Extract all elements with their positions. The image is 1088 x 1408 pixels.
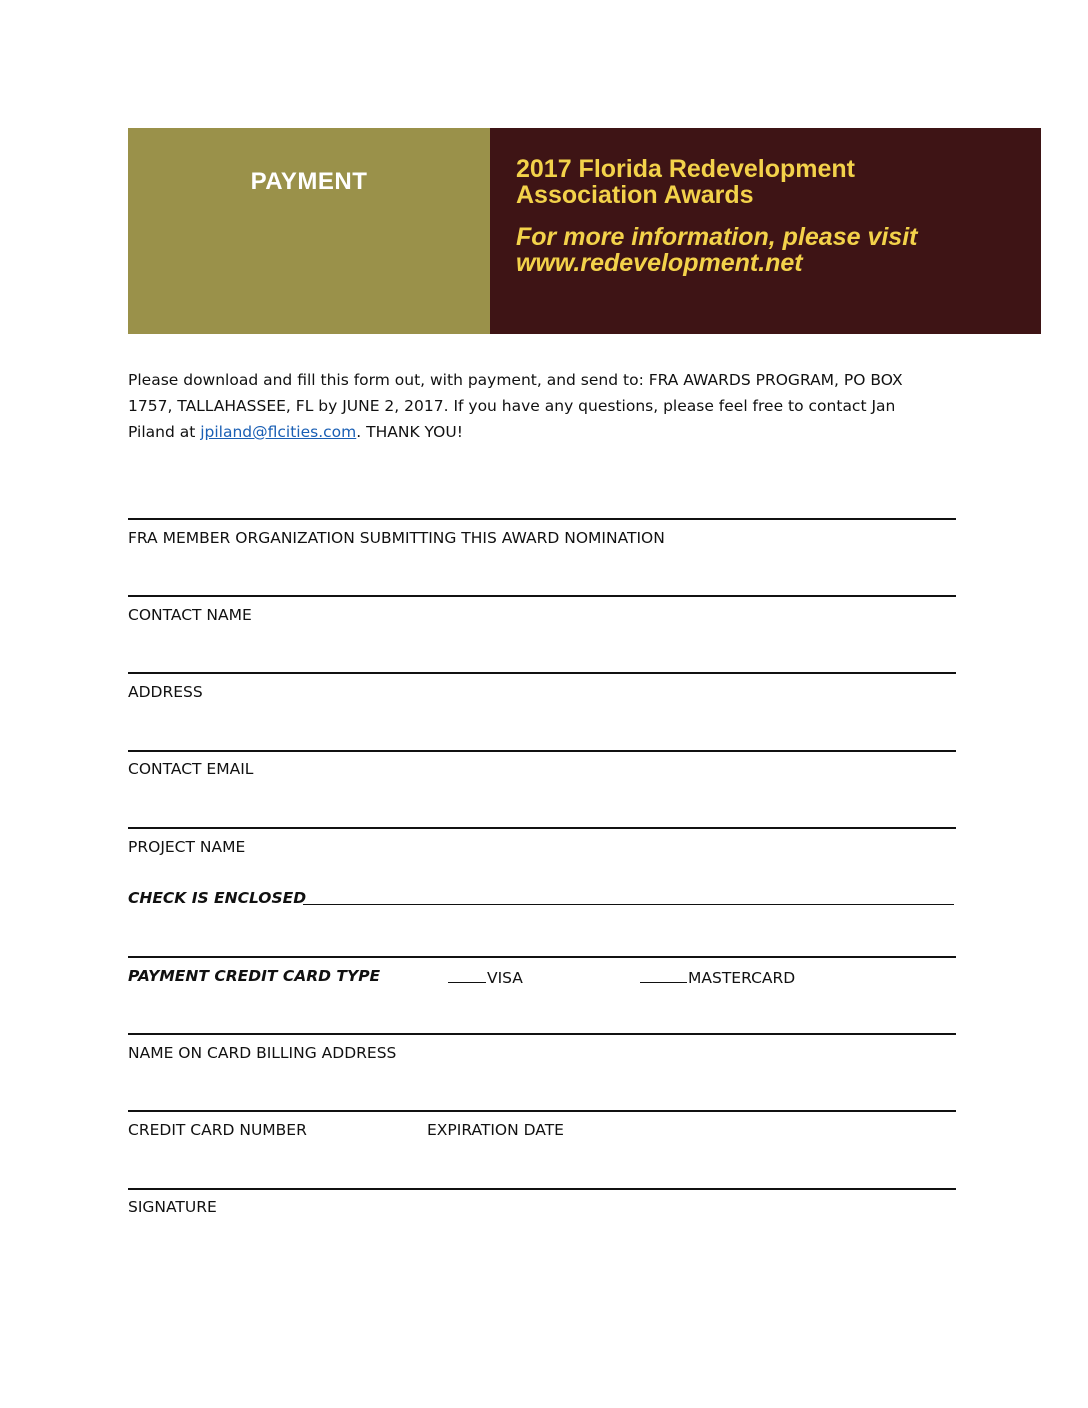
visa-option[interactable] [448,966,523,988]
project-name-line[interactable] [128,827,956,829]
instructions-line1: Please download and fill this form out, with payment, and send to: FRA AWARDS PROGRAM, PO BOX [128,371,903,389]
expiration-label: EXPIRATION DATE [427,1121,564,1139]
address-line[interactable] [128,672,956,674]
payment-title: PAYMENT [250,168,368,195]
card-type-top-line [128,956,956,958]
project-name-label: PROJECT NAME [128,838,246,856]
card-type-label: PAYMENT CREDIT CARD TYPE [128,967,381,985]
instructions-line3 [128,419,958,445]
instructions-paragraph [128,367,958,445]
mastercard-label: MASTERCARD [688,969,796,987]
address-label: ADDRESS [128,683,203,701]
check-enclosed-label: CHECK IS ENCLOSED [128,889,307,907]
organization-label: FRA MEMBER ORGANIZATION SUBMITTING THIS AWARD NOMINATION [128,529,665,547]
contact-email-label: CONTACT EMAIL [128,760,254,778]
banner-right-panel [490,128,1041,334]
mastercard-option[interactable] [640,966,795,988]
banner-left-panel [128,128,490,334]
instructions-line2: 1757, TALLAHASSEE, FL by JUNE 2, 2017. If you have any questions, please feel free to contact Jan [128,397,896,415]
signature-label: SIGNATURE [128,1198,217,1216]
mastercard-blank[interactable] [640,966,687,983]
awards-heading [516,156,986,208]
card-number-label: CREDIT CARD NUMBER [128,1121,307,1139]
more-info-text [516,224,996,276]
visa-label: VISA [487,969,523,987]
instructions-line3-prefix: Piland at [128,423,201,441]
instructions-line3-suffix: . THANK YOU! [356,423,463,441]
awards-heading-line2: Association Awards [516,181,754,209]
visa-blank[interactable] [448,966,486,983]
contact-name-line[interactable] [128,595,956,597]
organization-line[interactable] [128,518,956,520]
more-info-line1: For more information, please visit [516,223,918,251]
contact-email-line[interactable] [128,750,956,752]
contact-email-link[interactable]: jpiland@flcities.com [200,423,357,441]
awards-heading-line1: 2017 Florida Redevelopment [516,155,856,183]
signature-line[interactable] [128,1188,956,1190]
contact-name-label: CONTACT NAME [128,606,252,624]
billing-label: NAME ON CARD BILLING ADDRESS [128,1044,397,1062]
billing-line[interactable] [128,1033,956,1035]
more-info-url: www.redevelopment.net [516,249,803,277]
check-enclosed-line[interactable] [303,904,954,905]
card-number-line[interactable] [128,1110,956,1112]
header-banner [128,128,1041,334]
